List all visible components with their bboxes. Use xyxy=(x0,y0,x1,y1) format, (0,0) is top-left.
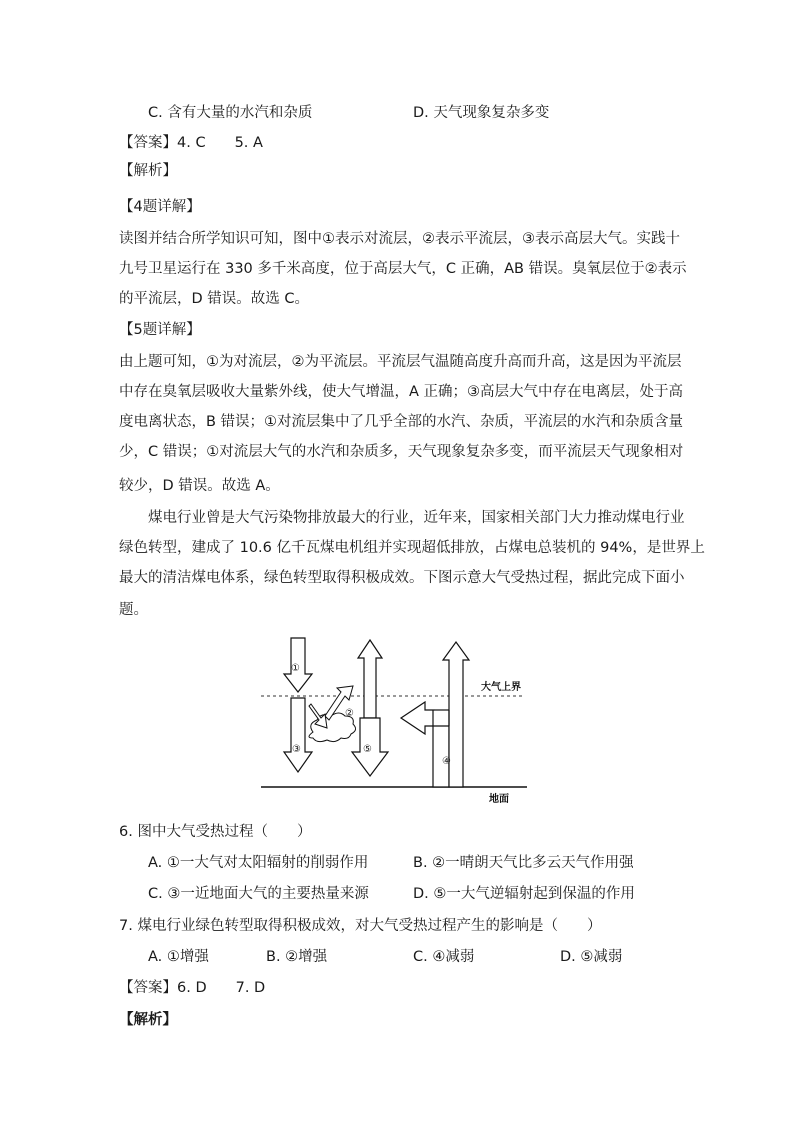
material-line-4: 题。 xyxy=(119,602,148,618)
q5-detail-line-5: 较少，D 错误。故选 A。 xyxy=(119,478,280,494)
arrow-ground-radiation-bent xyxy=(401,702,449,787)
answer-6-7: 【答案】6. D 7. D xyxy=(119,980,266,996)
q4-detail-line-1: 读图并结合所学知识可知，图中①表示对流层，②表示平流层，③表示高层大气。实践十 xyxy=(119,231,680,247)
q6-option-b: B. ②一晴朗天气比多云天气作用强 xyxy=(413,855,634,871)
material-line-2: 绿色转型，建成了 10.6 亿千瓦煤电机组并实现超低排放，占煤电总装机的 94%，是世界上 xyxy=(119,540,705,556)
arrow-label-1: ① xyxy=(291,663,300,674)
q5-detail-line-2: 中存在臭氧层吸收大量紫外线，使大气增温，A 正确；③高层大气中存在电离层，处于高 xyxy=(119,384,684,400)
atmosphere-heating-diagram xyxy=(255,630,545,810)
q6-option-d: D. ⑤一大气逆辐射起到保温的作用 xyxy=(413,886,635,902)
q6-option-a: A. ①一大气对太阳辐射的削弱作用 xyxy=(148,855,369,871)
arrow-label-4: ④ xyxy=(442,756,451,767)
analysis-label-2: 【解析】 xyxy=(119,1012,177,1028)
q6-option-c: C. ③一近地面大气的主要热量来源 xyxy=(148,886,369,902)
analysis-label-1: 【解析】 xyxy=(119,163,177,179)
q7-option-a: A. ①增强 xyxy=(148,949,209,965)
arrow-reach-ground xyxy=(284,698,312,772)
q7-option-c: C. ④减弱 xyxy=(413,949,475,965)
arrow-ground-radiation-up xyxy=(358,640,382,718)
q4-detail-line-2: 九号卫星运行在 330 多千米高度，位于高层大气，C 正确，AB 错误。臭氧层位于②表示 xyxy=(119,261,687,277)
label-ground: 地面 xyxy=(489,794,509,805)
arrow-label-2: ② xyxy=(345,708,354,719)
q7-stem: 7. 煤电行业绿色转型取得积极成效，对大气受热过程产生的影响是（ ） xyxy=(119,918,602,934)
arrow-label-3: ③ xyxy=(292,744,301,755)
q4-detail-label: 【4题详解】 xyxy=(119,199,201,215)
q7-option-d: D. ⑤减弱 xyxy=(560,949,623,965)
q4-detail-line-3: 的平流层，D 错误。故选 C。 xyxy=(119,291,310,307)
label-atmosphere-top: 大气上界 xyxy=(481,682,521,693)
material-line-1: 煤电行业曾是大气污染物排放最大的行业，近年来，国家相关部门大力推动煤电行业 xyxy=(148,510,685,526)
q7-option-b: B. ②增强 xyxy=(266,949,328,965)
material-line-3: 最大的清洁煤电体系，绿色转型取得积极成效。下图示意大气受热过程，据此完成下面小 xyxy=(119,570,685,586)
arrow-label-5: ⑤ xyxy=(363,744,372,755)
answer-4-5: 【答案】4. C 5. A xyxy=(119,135,263,151)
option-c-prev: C. 含有大量的水汽和杂质 xyxy=(148,105,313,121)
option-d-prev: D. 天气现象复杂多变 xyxy=(413,105,550,121)
q6-stem: 6. 图中大气受热过程（ ） xyxy=(119,824,312,840)
q5-detail-line-4: 少，C 错误；①对流层大气的水汽和杂质多，天气现象复杂多变，而平流层天气现象相对 xyxy=(119,444,684,460)
q5-detail-line-3: 度电离状态，B 错误；①对流层集中了几乎全部的水汽、杂质，平流层的水汽和杂质含量 xyxy=(119,414,684,430)
q5-detail-label: 【5题详解】 xyxy=(119,322,201,338)
q5-detail-line-1: 由上题可知，①为对流层，②为平流层。平流层气温随高度升高而升高，这是因为平流层 xyxy=(119,354,682,370)
